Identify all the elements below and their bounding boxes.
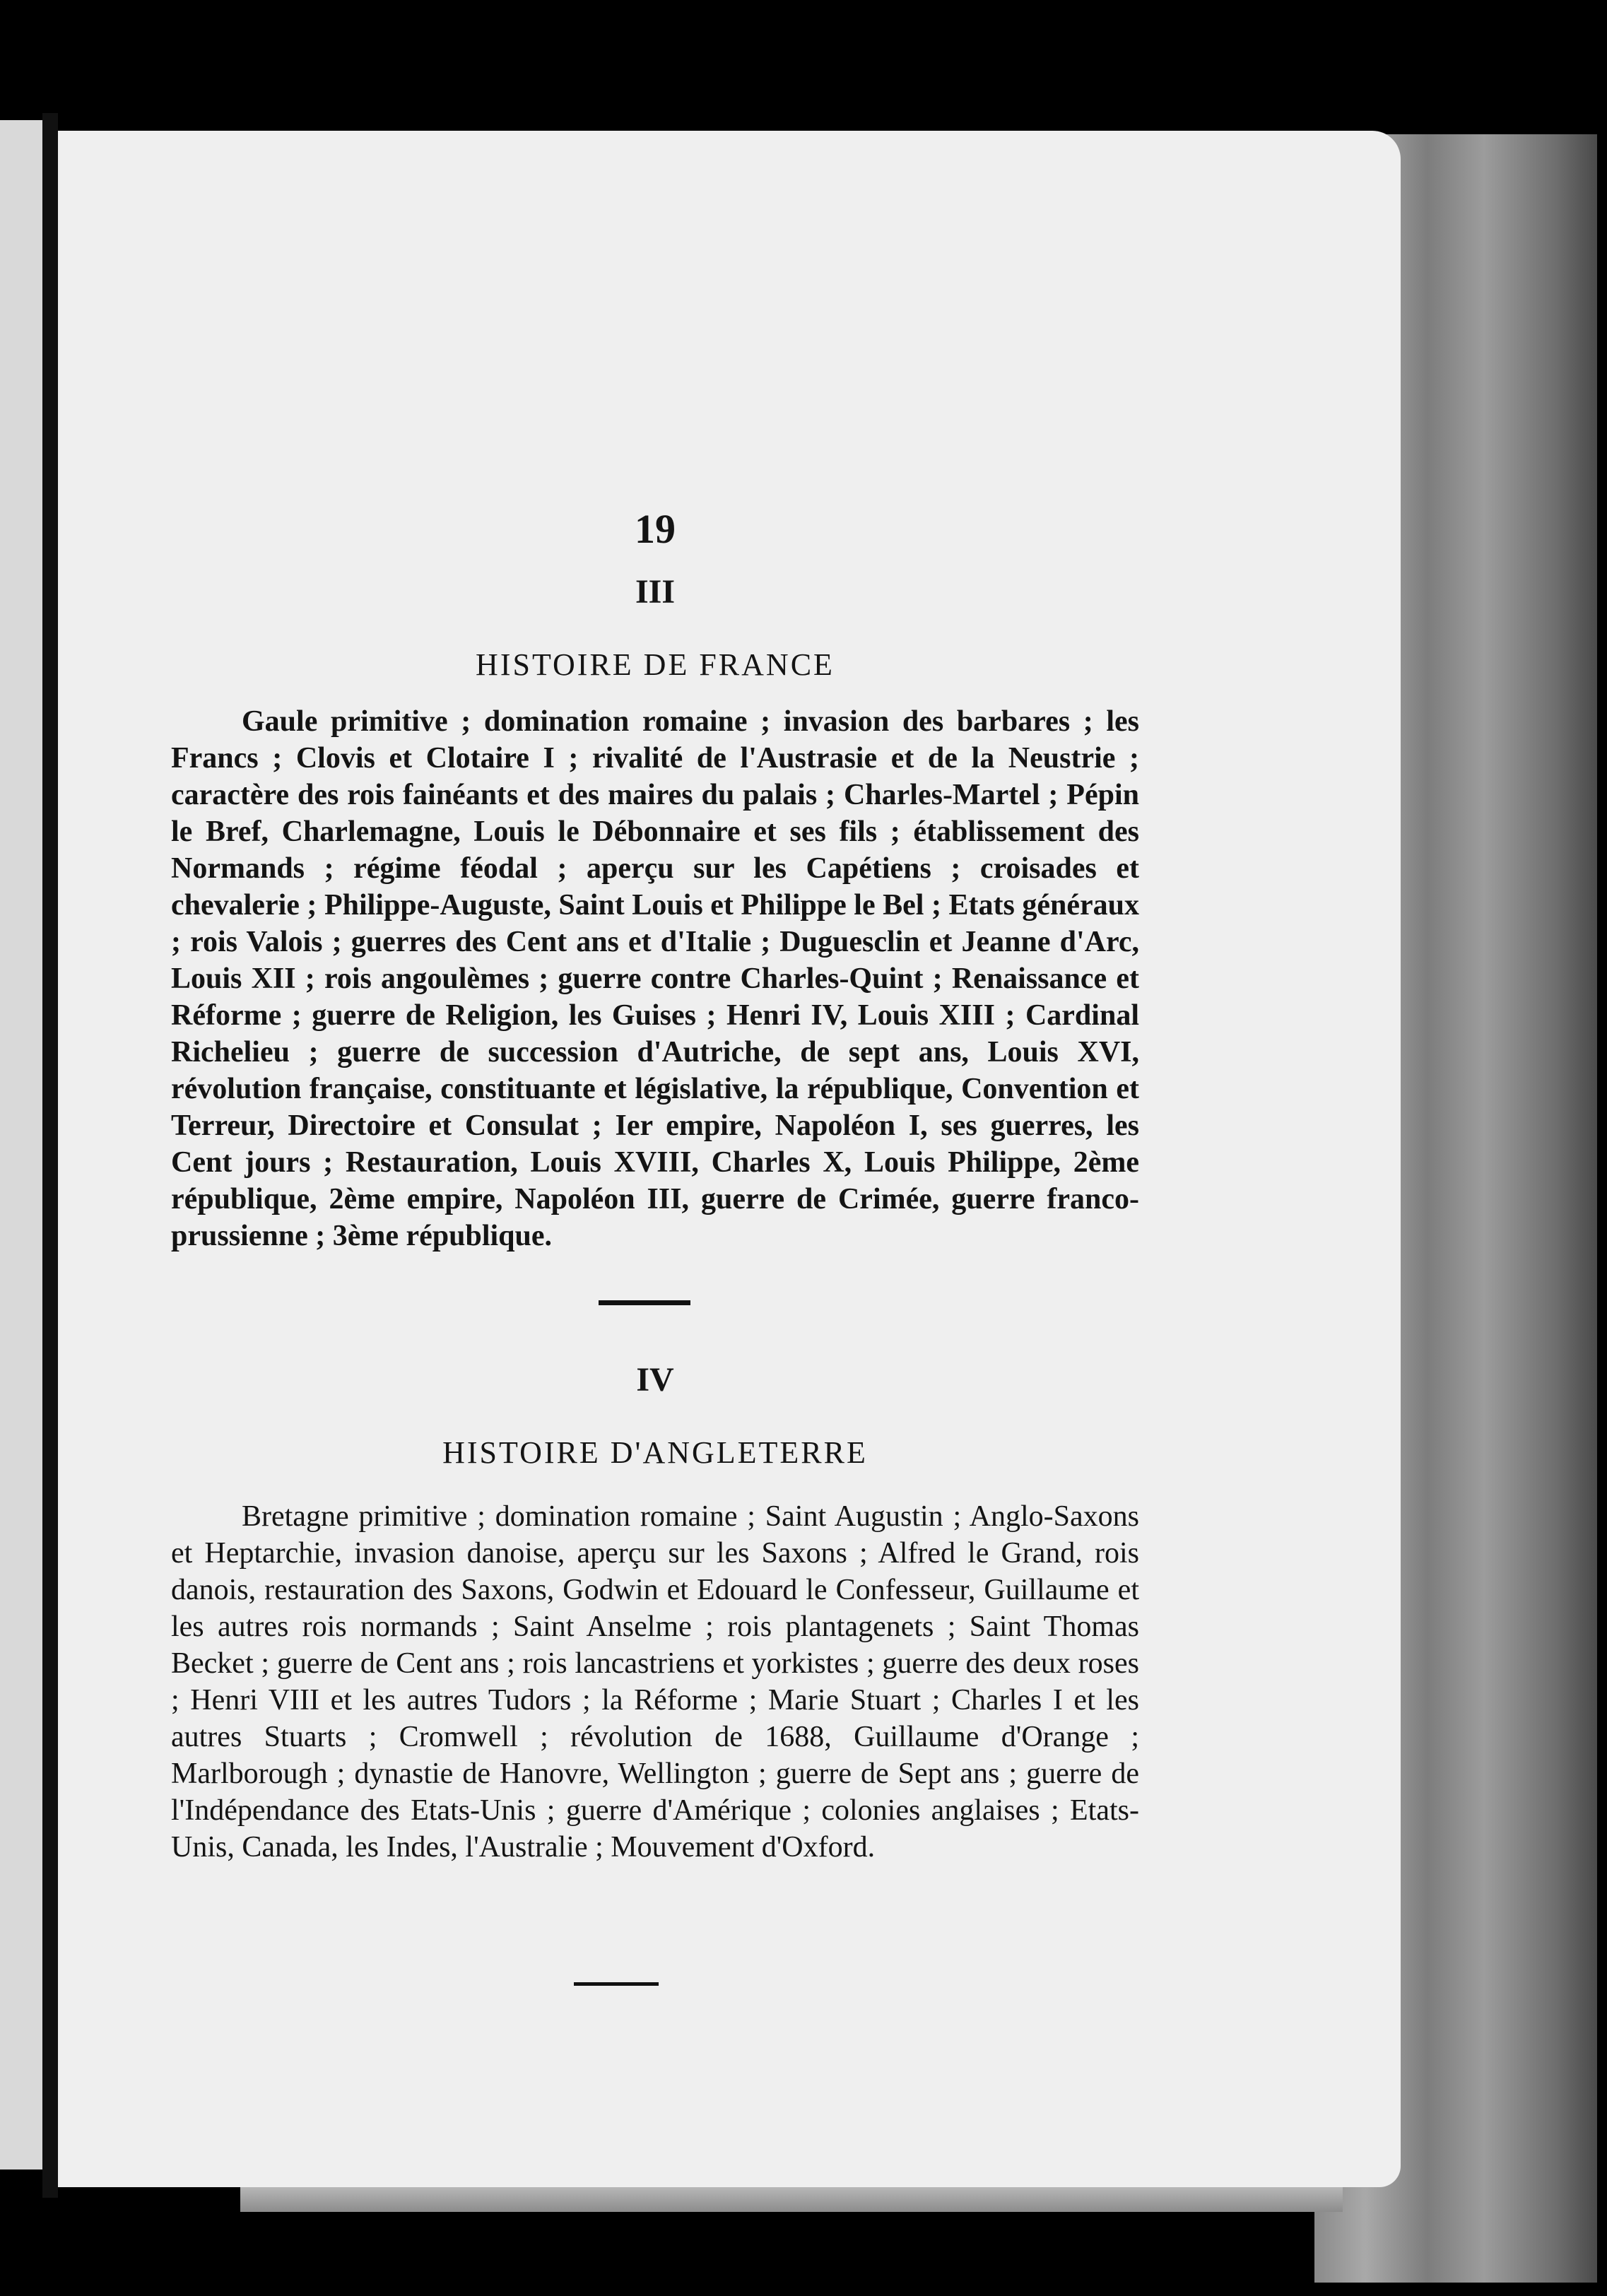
page-bottom-edge — [240, 2184, 1343, 2212]
section-body-angleterre: Bretagne primitive ; domination romaine ; Saint Augustin ; Anglo-Saxons et Heptarchie, invasion danoise, aperçu sur les Saxons ; Alfred le Grand, rois danois, restauration des Saxons, Godwin et Edouard le Confesseur, Guillaume et les autres rois normands ; Saint Anselme ; rois plantagenets ; Saint Thomas Becket ; guerre de Cent ans ; rois lancastriens et yorkistes ; guerre des deux roses ; Henri VIII et les autres Tudors ; la Réforme ; Marie Stuart ; Charles I et les autres Stuarts ; Cromwell ; révolution de 1688, Guillaume d'Orange ; Marlborough ; dynastie de Hanovre, Wellington ; guerre de Sept ans ; guerre de l'Indépendance des Etats-Unis ; guerre d'Amérique ; colonies anglaises ; Etats-Unis, Canada, les Indes, l'Australie ; Mouvement d'Oxford. — [171, 1500, 1139, 1864]
end-divider — [574, 1982, 659, 1986]
section-title-france: HISTOIRE DE FRANCE — [476, 647, 835, 682]
section-title-angleterre: HISTOIRE D'ANGLETERRE — [442, 1435, 868, 1470]
section-numeral-france: III — [635, 573, 676, 611]
binding-shadow — [42, 113, 58, 2198]
book-page — [58, 131, 1401, 2187]
left-page-edge — [0, 120, 42, 2170]
section-body-france: Gaule primitive ; domination romaine ; invasion des barbares ; les Francs ; Clovis et Clotaire I ; rivalité de l'Austrasie et de la Neustrie ; caractère des rois fainéants et des maires du palais ; Charles-Martel ; Pépin le Bref, Charlemagne, Louis le Débonnaire et ses fils ; établissement des Normands ; régime féodal ; aperçu sur les Capétiens ; croisades et chevalerie ; Philippe-Auguste, Saint Louis et Philippe le Bel ; Etats généraux ; rois Valois ; guerres des Cent ans et d'Italie ; Duguesclin et Jeanne d'Arc, Louis XII ; rois angoulèmes ; guerre contre Charles-Quint ; Renaissance et Réforme ; guerre de Religion, les Guises ; Henri IV, Louis XIII ; Cardinal Richelieu ; guerre de succession d'Autriche, de sept ans, Louis XVI, révolution française, constituante et législative, la république, Convention et Terreur, Directoire et Consulat ; Ier empire, Napoléon I, ses guerres, les Cent jours ; Restauration, Louis XVIII, Charles X, Louis Philippe, 2ème république, 2ème empire, Napoléon III, guerre de Crimée, guerre franco-prussienne ; 3ème république. — [171, 705, 1139, 1252]
page-number: 19 — [635, 506, 676, 552]
section-numeral-angleterre: IV — [636, 1361, 674, 1399]
section-divider — [599, 1300, 690, 1305]
